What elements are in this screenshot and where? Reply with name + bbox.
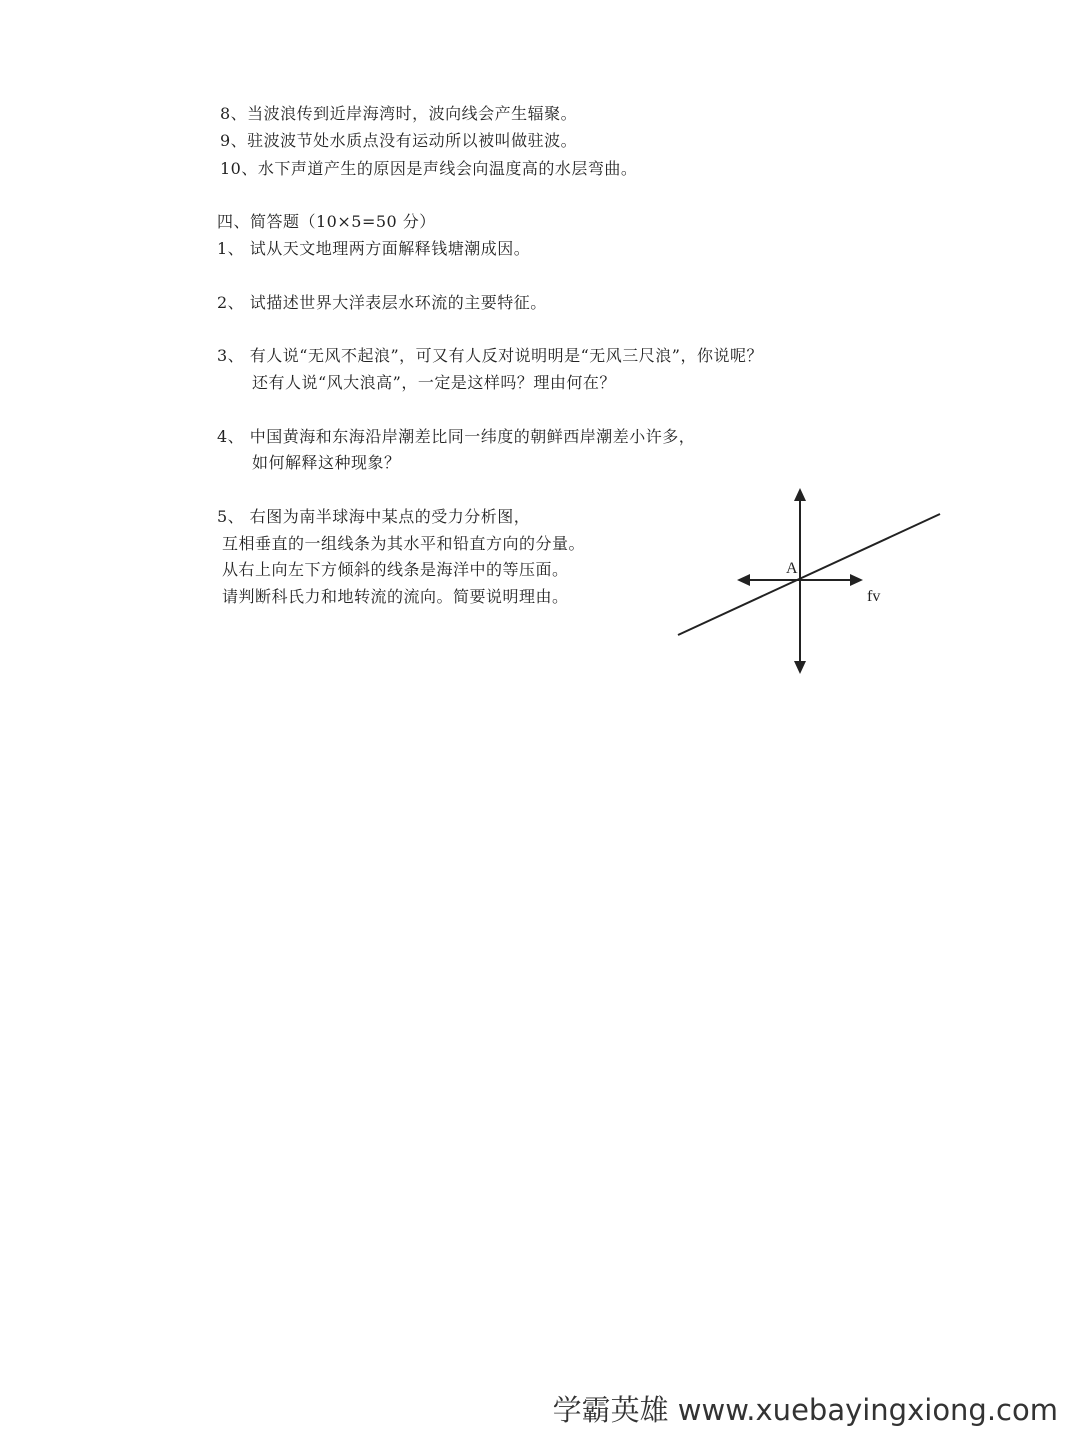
up-arrow-head (794, 488, 806, 501)
left-arrow-head (737, 574, 750, 586)
question-5-line-1: 5、 右图为南半球海中某点的受力分析图， (217, 507, 531, 526)
question-4-line-1: 4、 中国黄海和东海沿岸潮差比同一纬度的朝鲜西岸潮差小许多， (217, 427, 696, 446)
question-2: 2、 试描述世界大洋表层水环流的主要特征。 (217, 293, 547, 312)
right-arrow-head (850, 574, 863, 586)
judgment-item-8: 8、当波浪传到近岸海湾时，波向线会产生辐聚。 (220, 104, 578, 123)
question-4-line-2: 如何解释这种现象？ (252, 453, 401, 472)
question-3-line-1: 3、 有人说“无风不起浪”，可又有人反对说明明是“无风三尺浪”，你说呢？ (217, 346, 763, 365)
question-5-line-4: 请判断科氏力和地转流的流向。简要说明理由。 (222, 587, 569, 606)
force-diagram (670, 480, 950, 680)
judgment-item-9: 9、驻波波节处水质点没有运动所以被叫做驻波。 (220, 131, 578, 150)
fv-label: fv (867, 588, 881, 605)
question-5-line-2: 互相垂直的一组线条为其水平和铅直方向的分量。 (222, 534, 586, 553)
question-1: 1、 试从天文地理两方面解释钱塘潮成因。 (217, 239, 531, 258)
watermark: 学霸英雄 www.xuebayingxiong.com (552, 1393, 1058, 1427)
section-title: 四、简答题（10×5=50 分） (217, 212, 436, 231)
question-5-line-3: 从右上向左下方倾斜的线条是海洋中的等压面。 (222, 560, 569, 579)
down-arrow-head (794, 661, 806, 674)
judgment-item-10: 10、水下声道产生的原因是声线会向温度高的水层弯曲。 (220, 159, 638, 178)
force-diagram-svg (670, 480, 950, 680)
point-a-label: A (786, 560, 798, 577)
question-3-line-2: 还有人说“风大浪高”，一定是这样吗？理由何在？ (252, 373, 616, 392)
isobaric-surface-line (678, 514, 940, 635)
